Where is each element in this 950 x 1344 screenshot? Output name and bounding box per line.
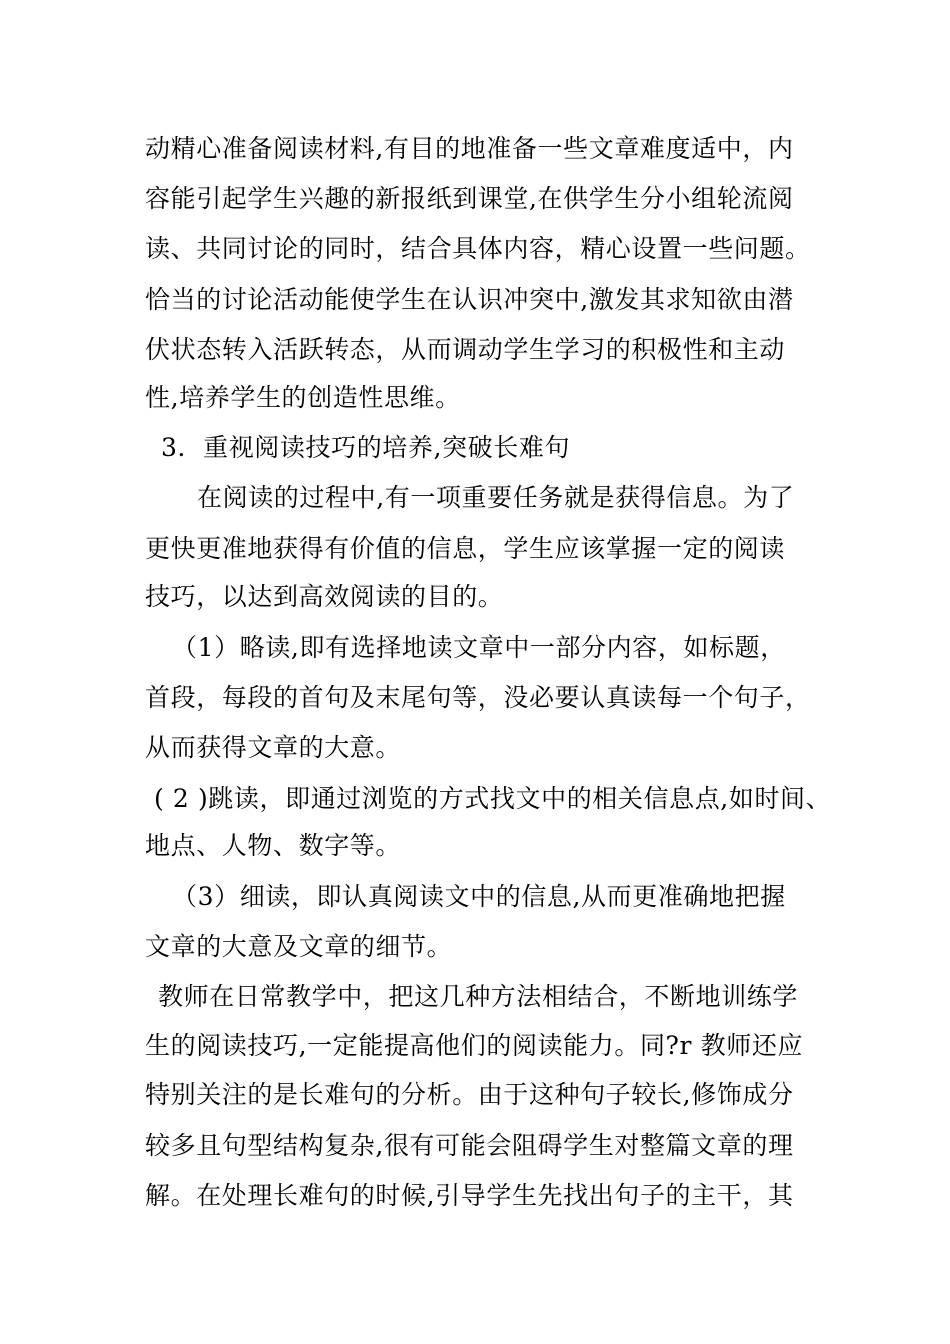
text-line: 技巧，以达到高效阅读的目的。 bbox=[145, 582, 504, 611]
text-line: 首段，每段的首句及末尾句等，没必要认真读每一个句子， bbox=[145, 683, 811, 712]
text-line: 生的阅读技巧,一定能提高他们的阅读能力。同?r 教师还应 bbox=[145, 1031, 804, 1060]
text-line: （3）细读，即认真阅读文中的信息,从而更准确地把握 bbox=[172, 882, 786, 911]
text-line: 教师在日常教学中，把这几种方法相结合，不断地训练学 bbox=[158, 982, 799, 1011]
text-line: 恰当的讨论活动能使学生在认识冲突中,激发其求知欲由潜 bbox=[145, 285, 794, 314]
section-heading: 3．重视阅读技巧的培养,突破长难句 bbox=[161, 433, 571, 462]
text-line: 地点、人物、数字等。 bbox=[145, 831, 402, 860]
text-line: 容能引起学生兴趣的新报纸到课堂,在供学生分小组轮流阅 bbox=[145, 184, 794, 213]
text-line: 特别关注的是长难句的分析。由于这种句子较长,修饰成分 bbox=[145, 1080, 794, 1109]
text-line: ( 2 )跳读，即通过浏览的方式找文中的相关信息点,如时间、 bbox=[154, 784, 832, 813]
text-line: 伏状态转入活跃转态，从而调动学生学习的积极性和主动 bbox=[145, 335, 786, 364]
text-line: 较多且句型结构复杂,很有可能会阻碍学生对整篇文章的理 bbox=[145, 1131, 794, 1160]
text-line: 更快更准地获得有价值的信息，学生应该掌握一定的阅读 bbox=[145, 534, 786, 563]
text-line: 从而获得文章的大意。 bbox=[145, 733, 402, 762]
text-line: （1）略读,即有选择地读文章中一部分内容，如标题， bbox=[172, 633, 786, 662]
text-line: 在阅读的过程中,有一项重要任务就是获得信息。为了 bbox=[197, 483, 795, 512]
text-line: 性,培养学生的创造性思维。 bbox=[145, 383, 461, 412]
text-line: 读、共同讨论的同时，结合具体内容，精心设置一些问题。 bbox=[145, 234, 811, 263]
text-line: 解。在处理长难句的时候,引导学生先找出句子的主干，其 bbox=[145, 1181, 794, 1210]
text-line: 动精心准备阅读材料,有目的地准备一些文章难度适中，内 bbox=[145, 134, 794, 163]
text-line: 文章的大意及文章的细节。 bbox=[145, 932, 453, 961]
